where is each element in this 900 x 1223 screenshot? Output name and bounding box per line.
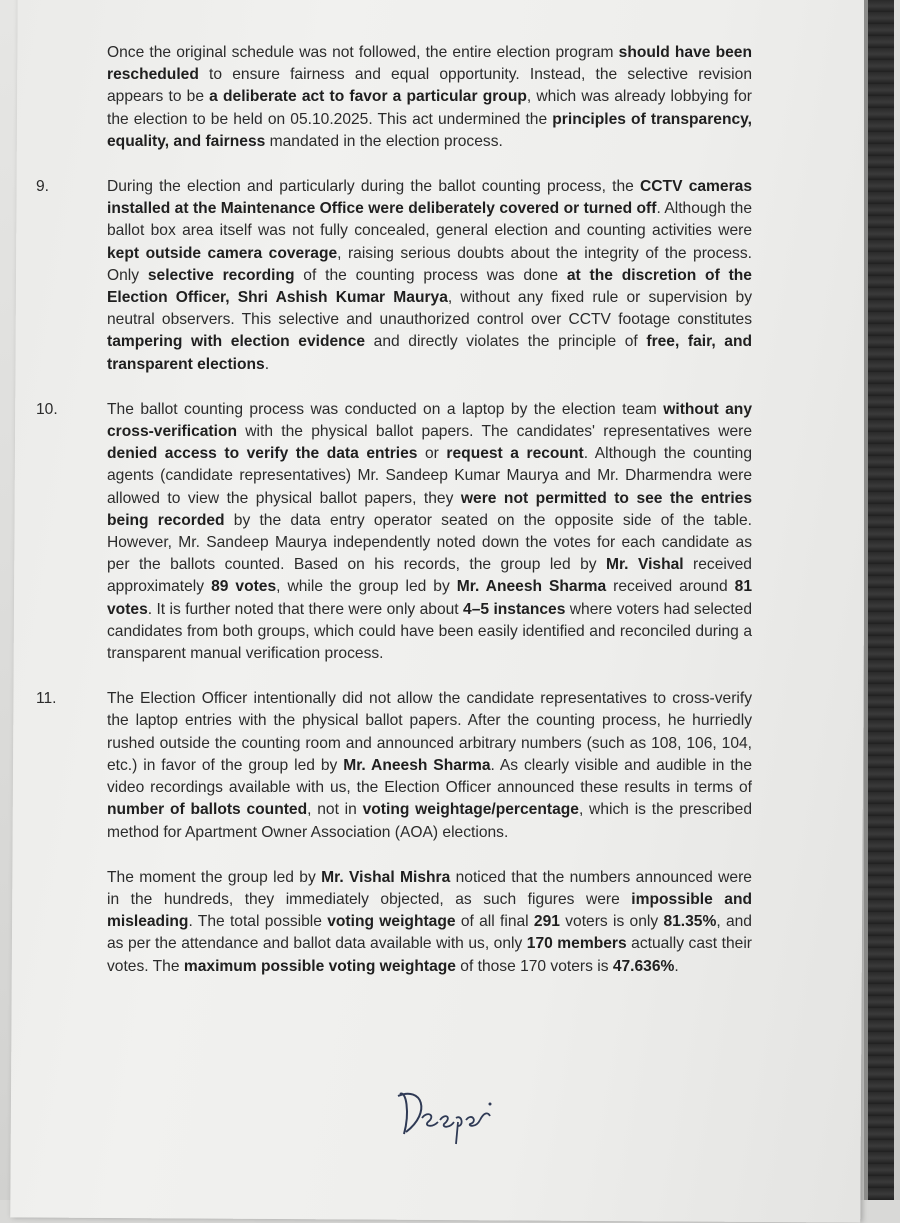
intro-paragraph xyxy=(107,42,752,153)
item-number: 11. xyxy=(36,690,57,708)
text-run: of all final xyxy=(455,913,534,931)
binder-strip xyxy=(868,0,894,1200)
text-run: . The total possible xyxy=(188,913,328,931)
bold-text: impossible and misleading xyxy=(107,890,752,931)
text-run: of those 170 voters is xyxy=(455,957,613,975)
text-run: , without any fixed rule or supervision by neutral observers. This selective and unauthorized control over CCTV footage constitutes xyxy=(107,289,752,329)
bold-text: Mr. Vishal Mishra xyxy=(321,868,451,886)
bold-text: Mr. Vishal xyxy=(605,556,684,574)
bold-text: should have been rescheduled xyxy=(107,44,752,84)
bold-text: selective recording xyxy=(147,266,295,284)
bold-text: denied access to verify the data entries xyxy=(107,445,418,463)
item-number: 10. xyxy=(36,400,58,418)
bold-text: tampering with election evidence xyxy=(107,333,366,351)
item-text xyxy=(107,399,752,665)
bold-text: kept outside camera coverage xyxy=(107,244,338,262)
bold-text: 170 members xyxy=(526,935,627,953)
text-run: . xyxy=(674,957,679,975)
bold-text: without any cross-verification xyxy=(107,400,752,441)
bold-text: maximum possible voting weightage xyxy=(183,957,456,975)
bold-text: were not permitted to see the entries being recorded xyxy=(107,489,752,529)
text-run: . Although the ballot box area itself was not fully concealed, general election and counting activities were xyxy=(107,200,752,240)
text-run: with the physical ballot papers. The candidates' representatives were xyxy=(237,423,752,441)
bold-text: at the discretion of the Election Officer, Shri Ashish Kumar Maurya xyxy=(107,266,752,307)
bold-text: free, fair, and transparent elections xyxy=(107,333,752,373)
item-text xyxy=(107,688,752,843)
closing-paragraph xyxy=(72,867,752,978)
bold-text: a deliberate act to favor a particular group xyxy=(209,88,527,106)
bold-text: Mr. Aneesh Sharma xyxy=(343,756,491,774)
text-run: During the election and particularly during the ballot counting process, the xyxy=(107,178,641,196)
text-run: received approximately xyxy=(107,556,752,596)
bold-text: CCTV cameras installed at the Maintenance Office were deliberately covered or turned off xyxy=(107,178,752,218)
text-run: noticed that the numbers announced were in the hundreds, they immediately objected, as such figures were xyxy=(107,868,752,908)
text-run: , which was already lobbying for the election to be held on 05.10.2025. This act undermined the xyxy=(107,88,752,128)
text-run: . As clearly visible and audible in the video recordings available with us, the Election Officer announced these results in terms of xyxy=(107,756,753,797)
bold-text: request a recount xyxy=(446,445,584,463)
text-run: . It is further noted that there were only about xyxy=(147,600,464,618)
item-number: 9. xyxy=(36,178,50,196)
bold-text: 89 votes xyxy=(211,578,277,596)
bold-text: 4–5 instances xyxy=(463,600,566,618)
text-run: to ensure fairness and equal opportunity. Instead, the selective revision appears to be xyxy=(107,66,752,106)
list-item-10 xyxy=(36,399,753,665)
text-run: by the data entry operator seated on the opposite side of the table. However, Mr. Sandeep Maurya independently noted down the votes for each candidate as per the ballots counted. Based on his records, the group led by xyxy=(107,511,752,574)
text-run: mandated in the election process. xyxy=(265,132,503,150)
text-run: . xyxy=(264,355,270,373)
text-run: Once the original schedule was not followed, the entire election program xyxy=(107,44,619,61)
text-run: or xyxy=(417,445,447,463)
bold-text: 47.636% xyxy=(612,957,675,975)
text-run: , while the group led by xyxy=(276,578,457,596)
bold-text: voting weightage/percentage xyxy=(362,801,579,819)
text-run: , not in xyxy=(307,801,363,819)
bold-text: number of ballots counted xyxy=(107,801,308,819)
list-item-11 xyxy=(36,688,753,843)
bold-text: 81.35% xyxy=(663,913,717,931)
text-run: voters is only xyxy=(559,913,664,931)
text-run: and directly violates the principle of xyxy=(365,333,647,351)
bold-text: 81 votes xyxy=(107,578,753,618)
text-run: The moment the group led by xyxy=(107,868,322,886)
bold-text: voting weightage xyxy=(327,913,456,931)
handwritten-signature xyxy=(392,1082,502,1152)
item-text xyxy=(107,176,752,376)
text-run: received around xyxy=(606,578,735,596)
text-run: The Election Officer intentionally did not allow the candidate representatives to cross-verify the laptop entries with the physical ballot papers. After the counting process, he hurriedly rushed outside the counting room and announced arbitrary numbers (such as 108, 106, 104, etc.) in favor of the group led by xyxy=(107,690,752,774)
document-body xyxy=(36,42,753,978)
text-run: . Although the counting agents (candidate representatives) Mr. Sandeep Kumar Maurya and Mr. Dharmendra were allowed to view the physical ballot papers, they xyxy=(107,445,752,507)
text-run: , and as per the attendance and ballot data available with us, only xyxy=(107,913,752,953)
text-run: of the counting process was done xyxy=(294,266,567,284)
bold-text: 291 xyxy=(533,913,560,931)
bold-text: principles of transparency, equality, and fairness xyxy=(107,110,752,150)
text-run: actually cast their votes. The xyxy=(107,935,752,975)
text-run: The ballot counting process was conducted on a laptop by the election team xyxy=(107,400,664,418)
text-run: , which is the prescribed method for Apartment Owner Association (AOA) elections. xyxy=(107,801,753,841)
text-run: , raising serious doubts about the integrity of the process. Only xyxy=(107,244,752,284)
list-item-9 xyxy=(36,176,752,376)
bold-text: Mr. Aneesh Sharma xyxy=(456,578,607,596)
text-run: where voters had selected candidates from both groups, which could have been easily identified and reconciled during a transparent manual verification process. xyxy=(107,600,753,663)
